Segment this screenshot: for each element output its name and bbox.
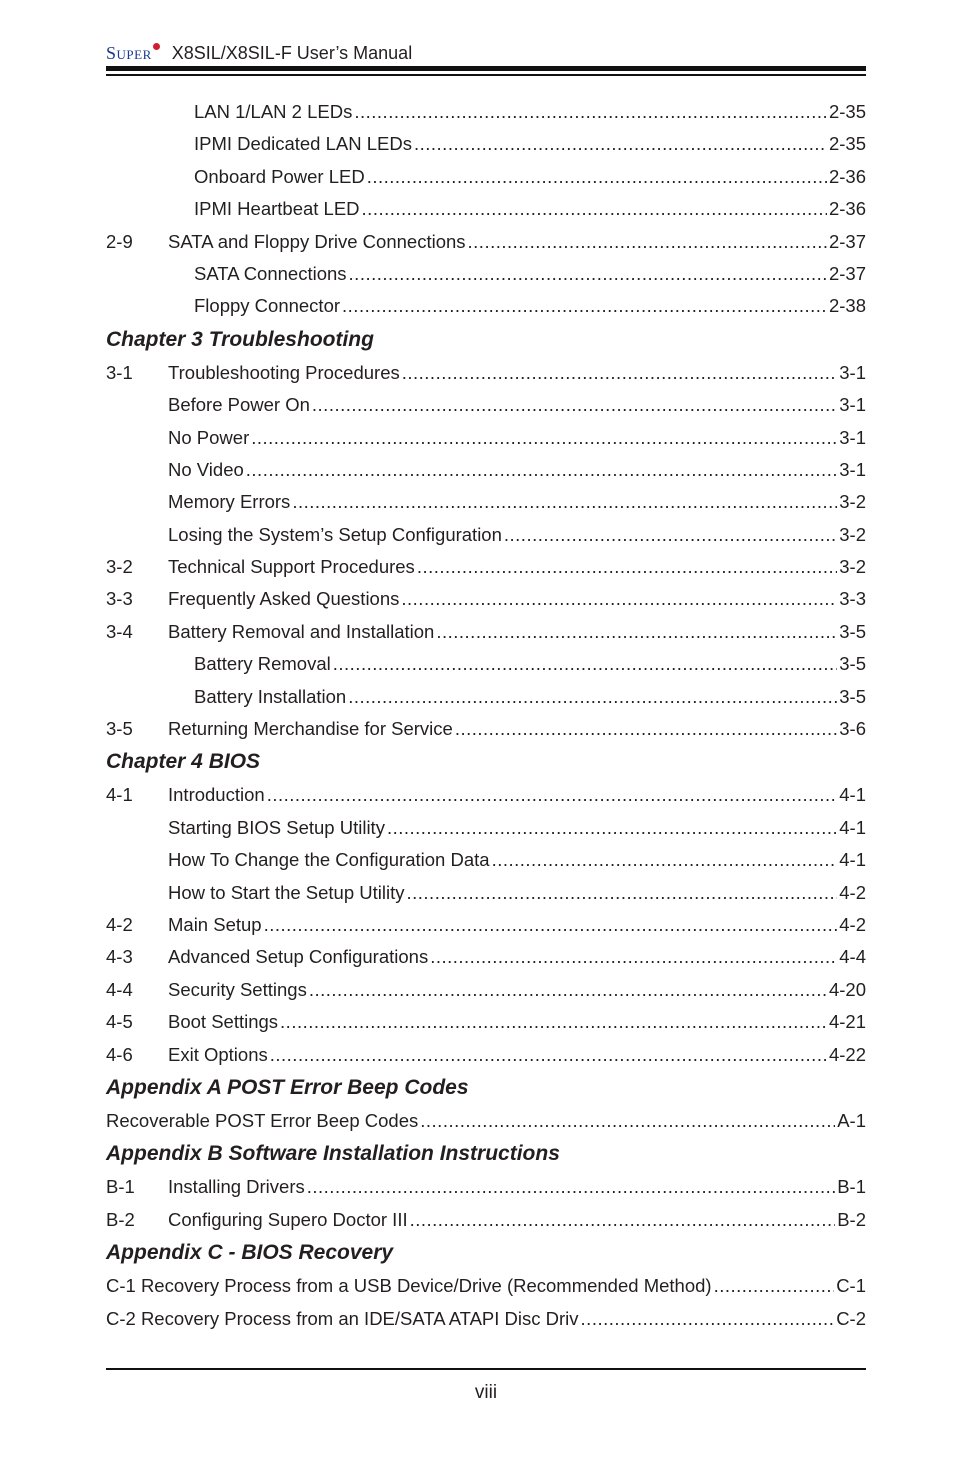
- entry-title: Recoverable POST Error Beep Codes: [106, 1109, 419, 1131]
- dot-leader: [307, 1171, 835, 1203]
- entry-page-number: B-2: [837, 1208, 866, 1230]
- section-number: 4-5: [106, 1011, 133, 1033]
- toc-entry[interactable]: [106, 357, 866, 389]
- entry-page-number: 2-37: [828, 262, 866, 284]
- entry-title: Troubleshooting Procedures: [168, 361, 400, 383]
- entry-page-number: 4-1: [839, 784, 866, 806]
- toc-entry[interactable]: [106, 519, 866, 551]
- page-number: viii: [474, 1382, 498, 1403]
- entry-page-number: 4-4: [839, 946, 866, 968]
- page-header: [106, 36, 866, 62]
- dot-leader: [492, 844, 838, 876]
- entry-page-number: 3-5: [839, 653, 866, 675]
- toc-entry[interactable]: [106, 1039, 866, 1071]
- toc-entry[interactable]: [106, 486, 866, 518]
- entry-title: Before Power On: [168, 394, 310, 416]
- entry-page-number: 3-5: [839, 685, 866, 707]
- dot-leader: [410, 1204, 836, 1236]
- entry-page-number: 2-36: [828, 165, 866, 187]
- section-number: 4-1: [106, 784, 133, 806]
- entry-page-number: 4-1: [839, 849, 866, 871]
- chapter-heading: Chapter 4 BIOS: [106, 750, 261, 774]
- dot-leader: [349, 258, 827, 290]
- entry-page-number: 3-1: [839, 458, 866, 480]
- entry-title: Battery Removal and Installation: [168, 620, 435, 642]
- entry-title: Installing Drivers: [168, 1176, 305, 1198]
- entry-title: Battery Removal: [194, 653, 331, 675]
- entry-title: How to Start the Setup Utility: [168, 881, 405, 903]
- dot-leader: [348, 681, 837, 713]
- dot-leader: [417, 551, 837, 583]
- brand-dot-icon: [153, 43, 160, 50]
- entry-page-number: 2-35: [828, 133, 866, 155]
- section-number: 4-2: [106, 913, 133, 935]
- entry-page-number: 3-1: [839, 426, 866, 448]
- dot-leader: [504, 519, 837, 551]
- toc-entry[interactable]: [106, 648, 866, 680]
- toc-entry[interactable]: [106, 96, 866, 128]
- entry-title: Introduction: [168, 784, 265, 806]
- toc-entry[interactable]: [106, 1204, 866, 1236]
- dot-leader: [367, 161, 827, 193]
- entry-title: Advanced Setup Configurations: [168, 946, 429, 968]
- toc-entry[interactable]: [106, 290, 866, 322]
- entry-title: No Power: [168, 426, 250, 448]
- entry-title: Exit Options: [168, 1043, 268, 1065]
- toc-entry[interactable]: [106, 1171, 866, 1203]
- chapter-heading: Appendix C - BIOS Recovery: [106, 1241, 394, 1265]
- toc-entry[interactable]: [106, 583, 866, 615]
- entry-title: Starting BIOS Setup Utility: [168, 816, 385, 838]
- toc-entry[interactable]: [106, 226, 866, 258]
- entry-title: Frequently Asked Questions: [168, 588, 400, 610]
- toc-entry[interactable]: [106, 389, 866, 421]
- dot-leader: [342, 290, 827, 322]
- table-of-contents: [106, 96, 866, 1335]
- dot-leader: [251, 422, 837, 454]
- toc-entry[interactable]: [106, 909, 866, 941]
- section-number: 3-1: [106, 361, 133, 383]
- toc-entry[interactable]: [106, 812, 866, 844]
- brand-wordmark: Super: [106, 43, 152, 63]
- toc-entry[interactable]: [106, 974, 866, 1006]
- entry-title: LAN 1/LAN 2 LEDs: [194, 101, 353, 122]
- section-number: B-2: [106, 1208, 135, 1230]
- entry-page-number: 3-2: [839, 523, 866, 545]
- entry-page-number: 4-22: [828, 1043, 866, 1065]
- dot-leader: [430, 941, 837, 973]
- toc-entry[interactable]: [106, 1105, 866, 1137]
- section-number: 2-9: [106, 230, 133, 252]
- entry-page-number: 3-1: [839, 394, 866, 416]
- entry-page-number: C-2: [836, 1307, 866, 1329]
- dot-leader: [436, 616, 837, 648]
- dot-leader: [333, 648, 838, 680]
- section-number: 3-5: [106, 718, 133, 740]
- toc-entry[interactable]: [106, 454, 866, 486]
- dot-leader: [401, 583, 837, 615]
- header-rule-thick: [106, 66, 866, 71]
- toc-entry[interactable]: [106, 844, 866, 876]
- header-rule-thin: [106, 74, 866, 76]
- dot-leader: [387, 812, 837, 844]
- entry-title: C-1 Recovery Process from a USB Device/Drive (Recommended Method): [106, 1275, 712, 1297]
- entry-title: Memory Errors: [168, 491, 291, 513]
- dot-leader: [581, 1303, 835, 1335]
- entry-title: Battery Installation: [194, 685, 347, 707]
- toc-entry[interactable]: [106, 422, 866, 454]
- entry-page-number: 3-5: [839, 620, 866, 642]
- entry-page-number: 4-21: [828, 1011, 866, 1033]
- chapter-heading: Appendix A POST Error Beep Codes: [106, 1075, 469, 1099]
- dot-leader: [264, 909, 838, 941]
- entry-title: Onboard Power LED: [194, 165, 365, 187]
- dot-leader: [468, 226, 827, 258]
- chapter-heading: Chapter 3 Troubleshooting: [106, 327, 374, 351]
- toc-entry[interactable]: [106, 551, 866, 583]
- section-number: 3-4: [106, 620, 133, 642]
- entry-page-number: 2-38: [828, 295, 866, 317]
- section-number: 4-6: [106, 1043, 133, 1065]
- section-number: 4-3: [106, 946, 133, 968]
- toc-entry[interactable]: [106, 1303, 866, 1335]
- entry-title: Returning Merchandise for Service: [168, 718, 453, 740]
- dot-leader: [246, 454, 837, 486]
- dot-leader: [309, 974, 827, 1006]
- entry-page-number: 2-35: [828, 101, 866, 122]
- section-number: 4-4: [106, 978, 133, 1000]
- entry-page-number: 4-2: [839, 913, 866, 935]
- entry-title: Configuring Supero Doctor III: [168, 1208, 408, 1230]
- dot-leader: [414, 128, 827, 160]
- entry-page-number: 3-1: [839, 361, 866, 383]
- toc-entry[interactable]: [106, 1006, 866, 1038]
- toc-entry[interactable]: [106, 681, 866, 713]
- entry-title: Losing the System’s Setup Configuration: [168, 523, 502, 545]
- entry-page-number: 4-1: [839, 816, 866, 838]
- dot-leader: [402, 357, 838, 389]
- section-number: B-1: [106, 1176, 135, 1198]
- footer-rule: [106, 1368, 866, 1370]
- toc-entry[interactable]: [106, 779, 866, 811]
- dot-leader: [407, 877, 838, 909]
- entry-title: IPMI Dedicated LAN LEDs: [194, 133, 412, 155]
- dot-leader: [280, 1006, 827, 1038]
- toc-entry[interactable]: [106, 128, 866, 160]
- toc-entry[interactable]: [106, 616, 866, 648]
- entry-title: Security Settings: [168, 978, 307, 1000]
- dot-leader: [292, 486, 837, 518]
- chapter-heading: Appendix B Software Installation Instructions: [106, 1142, 560, 1166]
- entry-page-number: 3-2: [839, 556, 866, 578]
- entry-title: Floppy Connector: [194, 295, 341, 317]
- entry-title: IPMI Heartbeat LED: [194, 198, 360, 220]
- entry-page-number: 4-2: [839, 881, 866, 903]
- dot-leader: [420, 1105, 835, 1137]
- toc-entry[interactable]: [106, 941, 866, 973]
- entry-title: No Video: [168, 458, 244, 480]
- entry-page-number: C-1: [836, 1275, 866, 1297]
- entry-page-number: 2-37: [828, 230, 866, 252]
- section-number: 3-2: [106, 556, 133, 578]
- dot-leader: [354, 96, 827, 128]
- dot-leader: [455, 713, 837, 745]
- entry-title: SATA Connections: [194, 262, 347, 284]
- section-number: 3-3: [106, 588, 133, 610]
- entry-title: C-2 Recovery Process from an IDE/SATA ATAPI Disc Driv: [106, 1307, 579, 1329]
- entry-title: Technical Support Procedures: [168, 556, 415, 578]
- toc-entry[interactable]: [106, 161, 866, 193]
- entry-page-number: A-1: [837, 1109, 866, 1131]
- entry-page-number: 3-2: [839, 491, 866, 513]
- toc-entry[interactable]: [106, 1270, 866, 1302]
- toc-entry[interactable]: [106, 193, 866, 225]
- toc-entry[interactable]: [106, 713, 866, 745]
- dot-leader: [270, 1039, 827, 1071]
- entry-title: SATA and Floppy Drive Connections: [168, 230, 466, 252]
- entry-page-number: 2-36: [828, 198, 866, 220]
- entry-page-number: 3-3: [839, 588, 866, 610]
- dot-leader: [362, 193, 827, 225]
- entry-title: Boot Settings: [168, 1011, 279, 1033]
- entry-title: How To Change the Configuration Data: [168, 849, 490, 871]
- toc-entry[interactable]: [106, 877, 866, 909]
- dot-leader: [267, 779, 838, 811]
- manual-title: X8SIL/X8SIL-F User’s Manual: [171, 43, 413, 63]
- supermicro-logo: [106, 44, 160, 62]
- entry-title: Main Setup: [168, 913, 262, 935]
- entry-page-number: 4-20: [828, 978, 866, 1000]
- dot-leader: [312, 389, 837, 421]
- dot-leader: [714, 1270, 835, 1302]
- toc-entry[interactable]: [106, 258, 866, 290]
- entry-page-number: B-1: [837, 1176, 866, 1198]
- entry-page-number: 3-6: [839, 718, 866, 740]
